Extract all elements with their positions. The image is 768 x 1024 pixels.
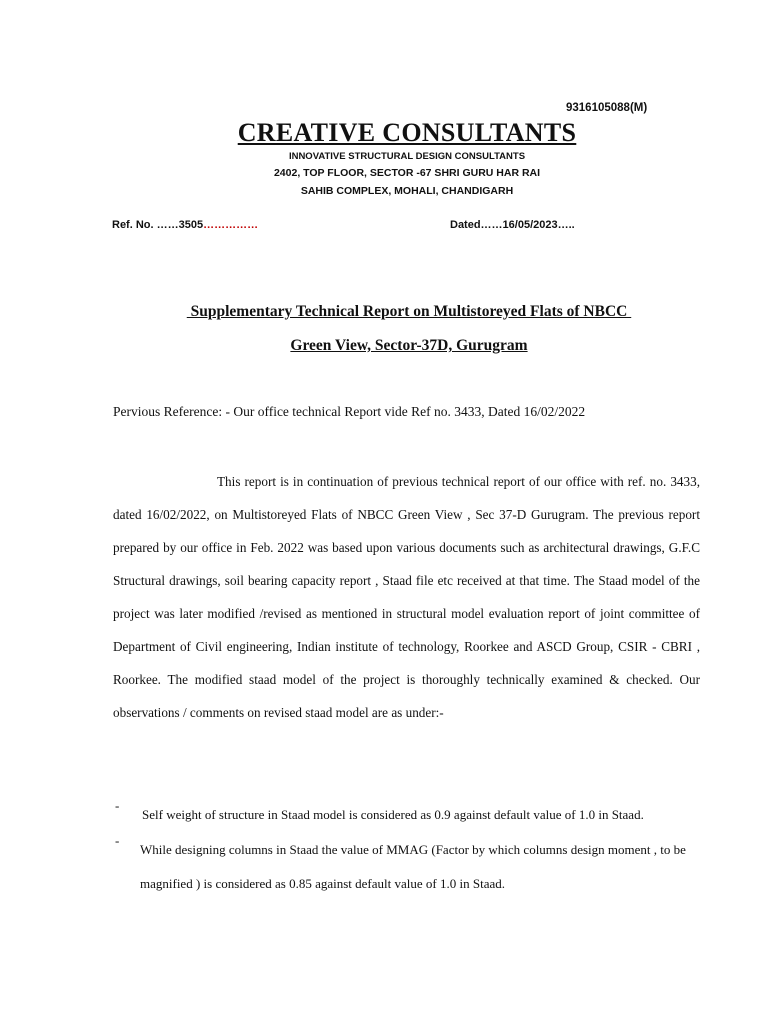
report-title-line-2: Green View, Sector-37D, Gurugram: [290, 337, 528, 354]
letter-date: Dated……16/05/2023…..: [450, 219, 575, 231]
firm-tagline: INNOVATIVE STRUCTURAL DESIGN CONSULTANTS: [288, 151, 526, 162]
reference-number: [112, 219, 258, 231]
address-line-2: SAHIB COMPLEX, MOHALI, CHANDIGARH: [300, 185, 514, 197]
body-paragraph: This report is in continuation of previous technical report of our office with ref. no. 3433, dated 16/02/2022, on Multistoreyed Flats of NBCC Green View , Sec 37-D Gurugram. The previous report prepared by our office in Feb. 2022 was based upon various documents such as architectural drawings, G.F.C Structural drawings, soil bearing capacity report , Staad file etc received at that time. The Staad model of the project was later modified /revised as mentioned in structural model evaluation report of joint committee of Department of Civil engineering, Indian institute of technology, Roorkee and ASCD Group, CSIR - CBRI , Roorkee. The modified staad model of the project is thoroughly technically examined & checked. Our observations / comments on revised staad model are as under:-: [113, 474, 700, 720]
firm-name: CREATIVE CONSULTANTS: [237, 118, 577, 147]
previous-reference: Pervious Reference: - Our office technical Report vide Ref no. 3433, Dated 16/02/2022: [113, 404, 586, 419]
bullet-dash: -: [115, 833, 120, 848]
reference-number-prefix: Ref. No. ……3505: [112, 219, 204, 231]
reference-number-suffix: ……………: [203, 219, 259, 231]
observation-text: While designing columns in Staad the value of MMAG (Factor by which columns design moment , to be magnified ) is considered as 0.85 against default value of 1.0 in Staad.: [140, 842, 686, 891]
observation-text: Self weight of structure in Staad model is considered as 0.9 against default value of 1.0 in Staad.: [142, 807, 644, 822]
report-title-line-1: Supplementary Technical Report on Multistoreyed Flats of NBCC: [186, 303, 632, 320]
bullet-dash: -: [115, 798, 120, 813]
address-line-1: 2402, TOP FLOOR, SECTOR -67 SHRI GURU HAR RAI: [273, 167, 541, 179]
phone-number: 9316105088(M): [566, 102, 648, 114]
